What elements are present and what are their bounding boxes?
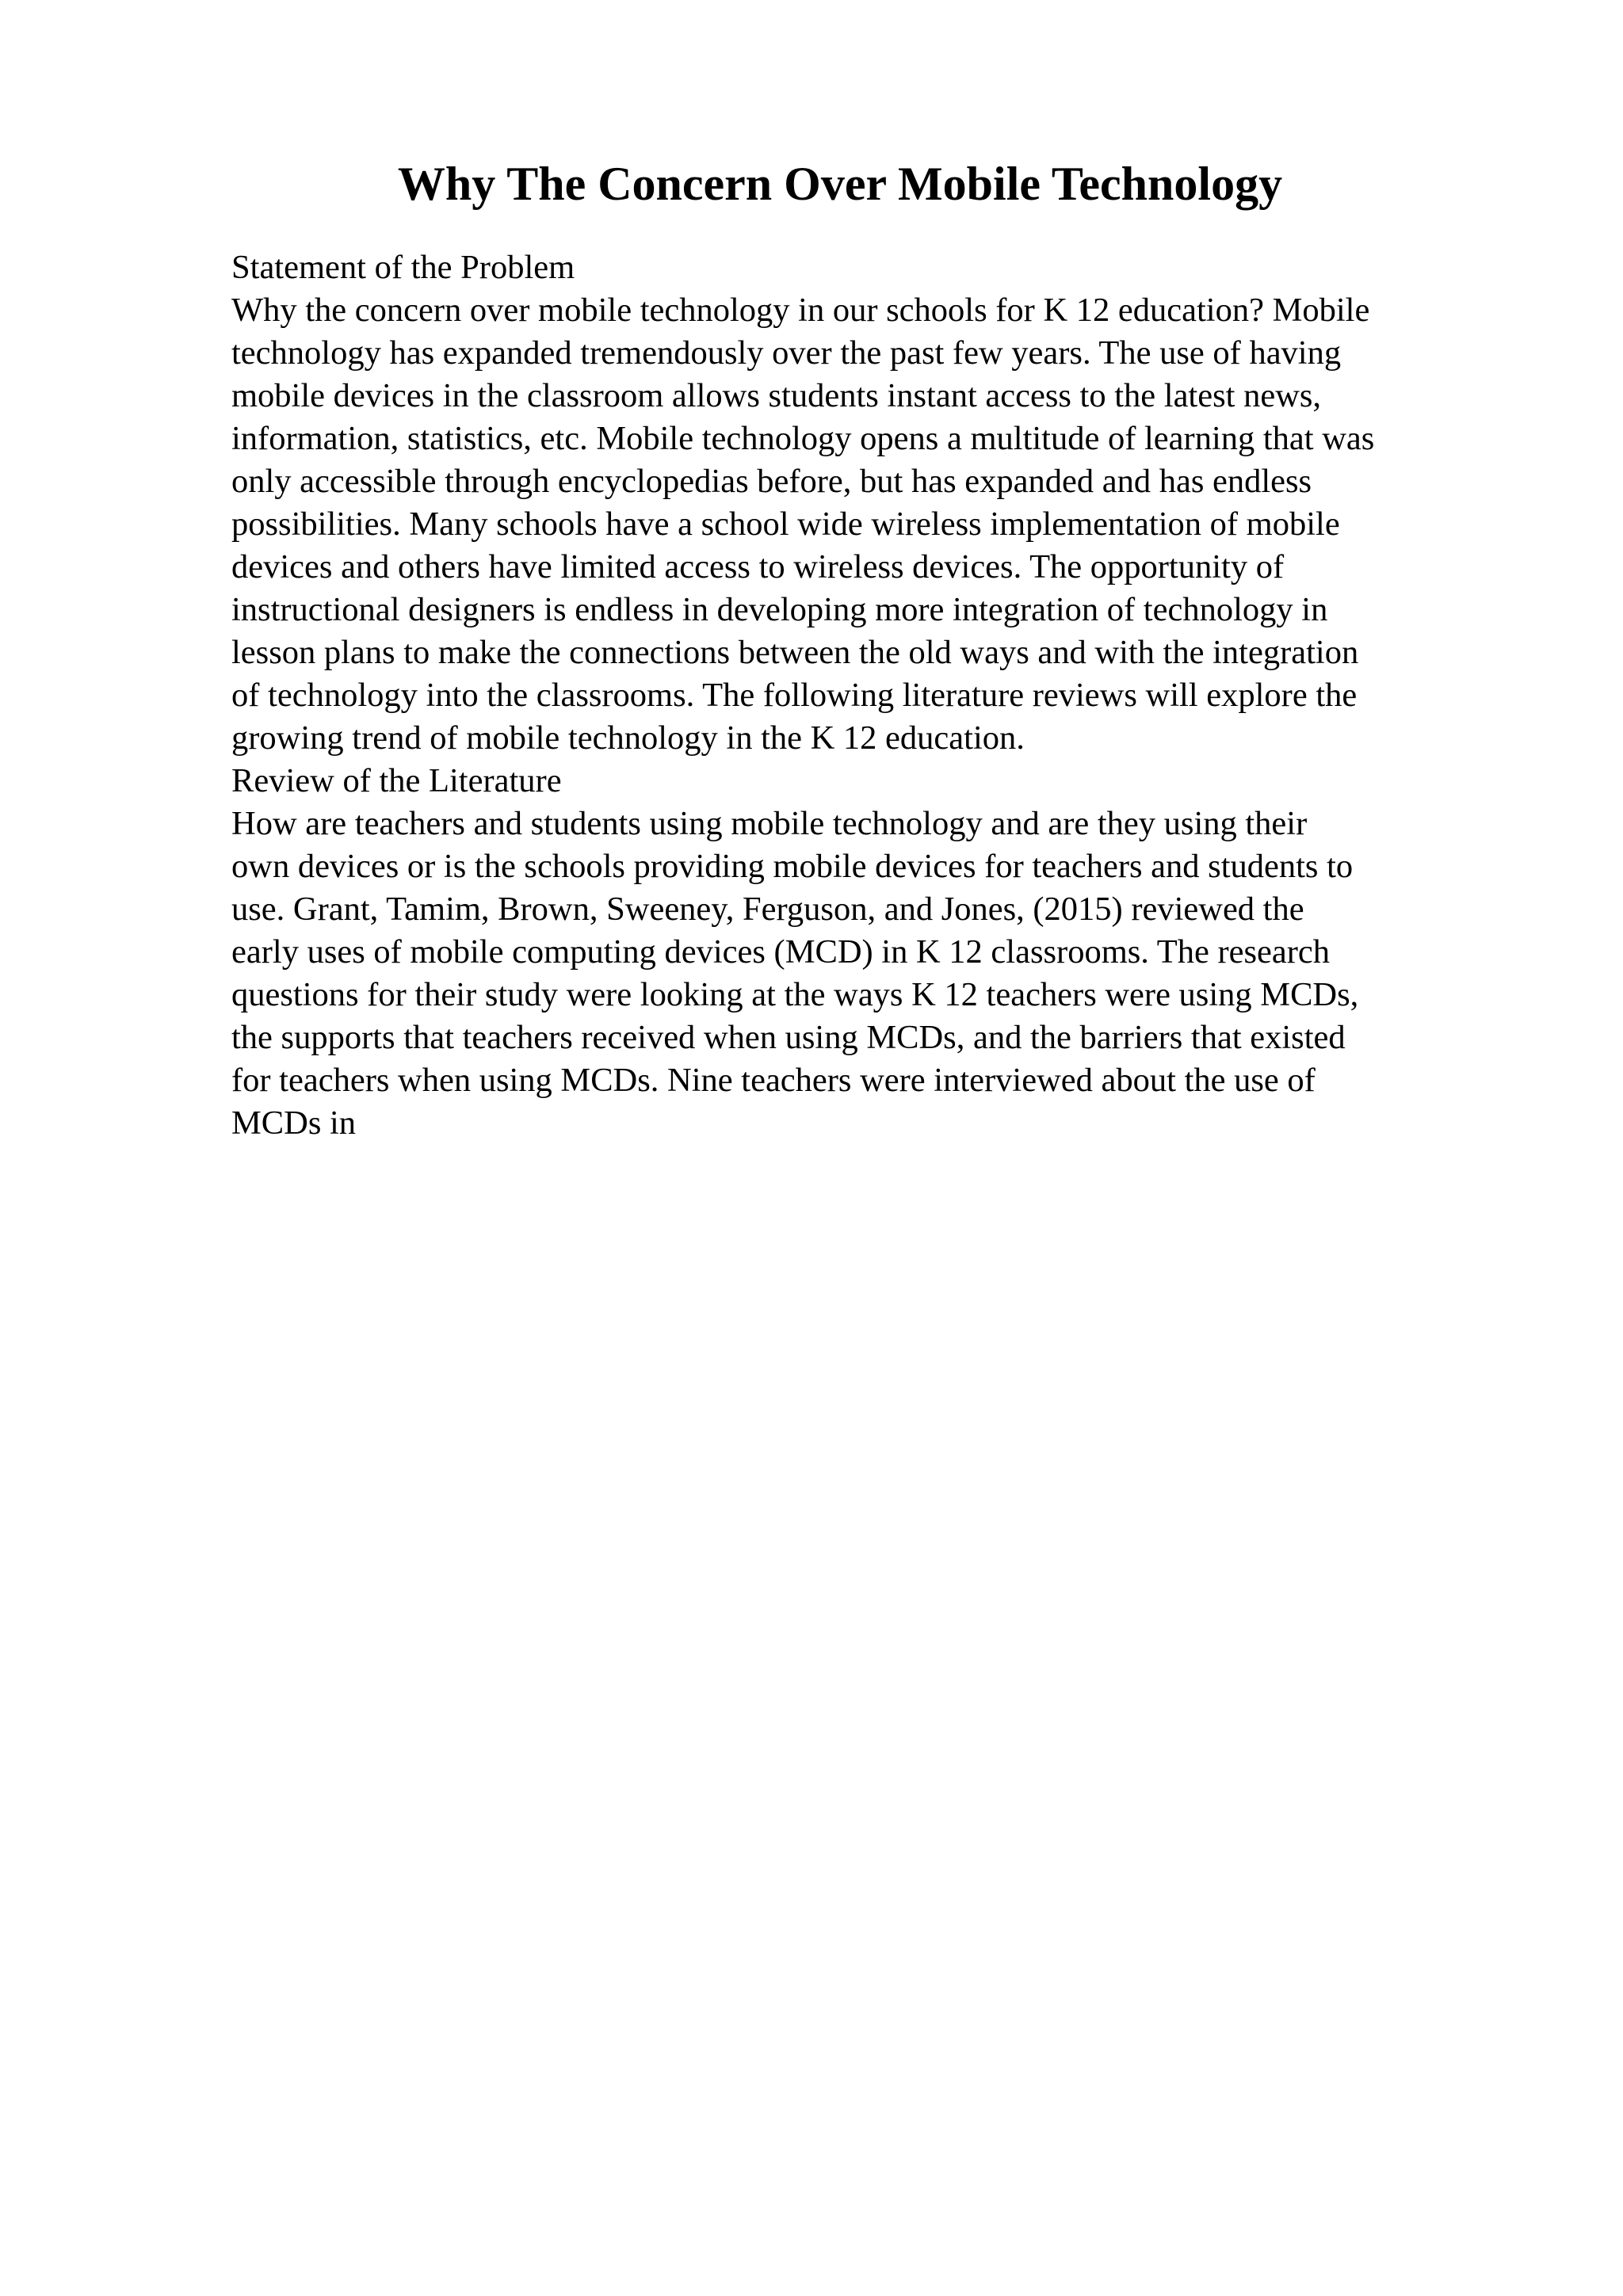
text-line: only accessible through encyclopedias before, but has expanded and has endless xyxy=(231,463,1312,500)
text-line: growing trend of mobile technology in the K 12 education. xyxy=(231,719,1025,757)
text-line: the supports that teachers received when using MCDs, and the barriers that existed xyxy=(231,1019,1346,1056)
document-title: Why The Concern Over Mobile Technology xyxy=(397,158,1283,210)
text-line: devices and others have limited access to wireless devices. The opportunity of xyxy=(231,548,1285,585)
text-line: possibilities. Many schools have a school wide wireless implementation of mobile xyxy=(231,505,1340,543)
text-line: early uses of mobile computing devices (MCD) in K 12 classrooms. The research xyxy=(231,933,1331,971)
section-heading-literature: Review of the Literature xyxy=(231,762,562,799)
text-line: Why the concern over mobile technology in our schools for K 12 education? Mobile xyxy=(231,292,1370,329)
text-line: instructional designers is endless in developing more integration of technology in xyxy=(231,591,1328,628)
text-line: mobile devices in the classroom allows students instant access to the latest news, xyxy=(231,377,1322,414)
text-line: for teachers when using MCDs. Nine teachers were interviewed about the use of xyxy=(231,1062,1316,1099)
text-line: MCDs in xyxy=(231,1104,357,1142)
text-line: technology has expanded tremendously over the past few years. The use of having xyxy=(231,334,1342,372)
text-line: own devices or is the schools providing mobile devices for teachers and students to xyxy=(231,848,1354,885)
document-body xyxy=(231,246,1515,1145)
text-line: questions for their study were looking at the ways K 12 teachers were using MCDs, xyxy=(231,976,1359,1013)
text-line: use. Grant, Tamim, Brown, Sweeney, Ferguson, and Jones, (2015) reviewed the xyxy=(231,891,1304,928)
text-line: of technology into the classrooms. The following literature reviews will explore the xyxy=(231,677,1358,714)
text-line: lesson plans to make the connections between the old ways and with the integration xyxy=(231,634,1359,671)
text-line: How are teachers and students using mobile technology and are they using their xyxy=(231,805,1308,842)
section-heading-problem: Statement of the Problem xyxy=(231,249,575,286)
text-line: information, statistics, etc. Mobile technology opens a multitude of learning that was xyxy=(231,420,1375,457)
